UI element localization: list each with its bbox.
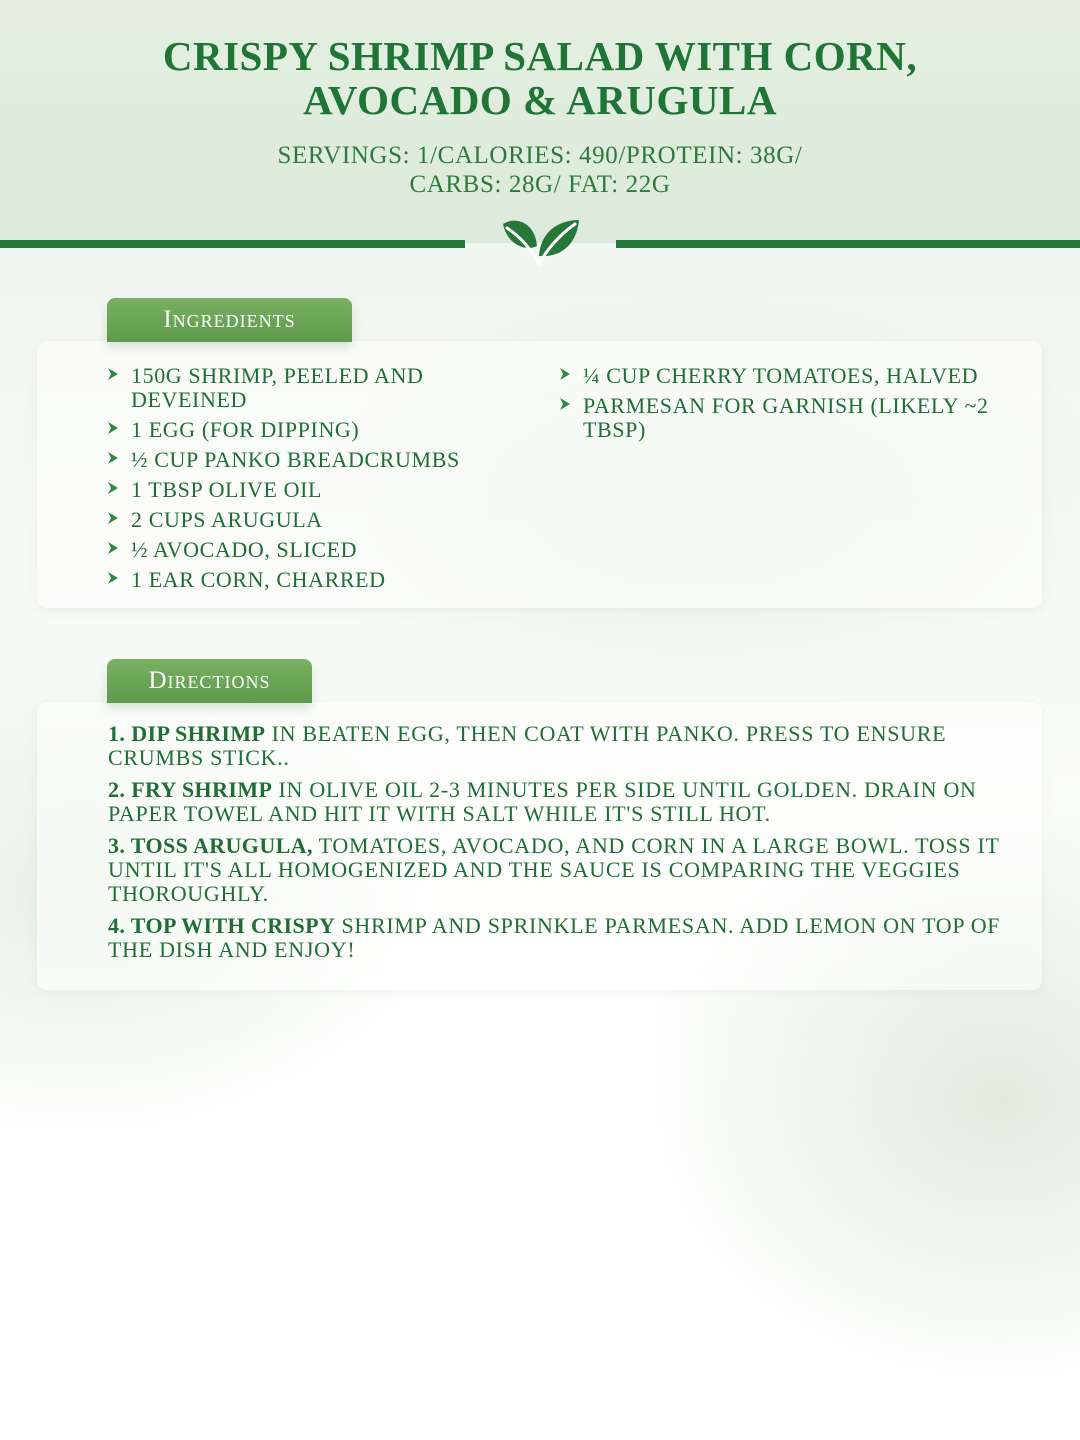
direction-step	[108, 914, 1028, 962]
title-line-1: CRISPY SHRIMP SALAD WITH CORN,	[162, 33, 918, 79]
leaf-icon	[497, 216, 583, 268]
chevron-right-icon	[107, 367, 119, 381]
ingredient-text: 1 TBSP OLIVE OIL	[131, 477, 323, 502]
step-lead: 4. TOP WITH CRISPY	[108, 913, 336, 938]
step-lead: 3. TOSS ARUGULA,	[108, 833, 313, 858]
title-line-2: AVOCADO & ARUGULA	[303, 77, 777, 123]
step-text: IN BEATEN EGG, THEN COAT WITH PANKO. PRESS TO ENSURE CRUMBS STICK..	[108, 721, 947, 770]
ingredient-item	[559, 394, 989, 442]
ingredient-text: ¼ CUP CHERRY TOMATOES, HALVED	[583, 363, 979, 388]
ingredient-item	[107, 538, 487, 562]
direction-step	[108, 722, 1028, 770]
nutrition-summary	[0, 141, 1080, 199]
chevron-right-icon	[107, 451, 119, 465]
ingredient-text: 150G SHRIMP, PEELED AND DEVEINED	[131, 363, 424, 412]
divider-left	[0, 240, 465, 248]
ingredient-text: 1 EGG (FOR DIPPING)	[131, 417, 360, 442]
direction-step	[108, 778, 1028, 826]
chevron-right-icon	[107, 541, 119, 555]
ingredient-text: ½ CUP PANKO BREADCRUMBS	[131, 447, 460, 472]
ingredients-heading: Ingredients	[107, 298, 352, 342]
step-text: TOMATOES, AVOCADO, AND CORN IN A LARGE BOWL. TOSS IT UNTIL IT'S ALL HOMOGENIZED AND THE SAUCE IS COMPARING THE VEGGIES THOROUGHLY.	[108, 833, 1000, 906]
chevron-right-icon	[107, 571, 119, 585]
nutrition-line-2: CARBS: 28G/ FAT: 22G	[409, 171, 671, 198]
step-lead: 1. DIP SHRIMP	[108, 721, 266, 746]
recipe-title	[0, 34, 1080, 122]
ingredient-item	[107, 364, 487, 412]
step-text: SHRIMP AND SPRINKLE PARMESAN. ADD LEMON ON TOP OF THE DISH AND ENJOY!	[108, 913, 1001, 962]
ingredient-text: 2 CUPS ARUGULA	[131, 507, 323, 532]
chevron-right-icon	[559, 367, 571, 381]
ingredient-item	[107, 508, 487, 532]
ingredient-item	[107, 568, 487, 592]
ingredients-list-column-1	[107, 364, 487, 598]
ingredient-item	[107, 418, 487, 442]
nutrition-line-1: SERVINGS: 1/CALORIES: 490/PROTEIN: 38G/	[277, 142, 803, 169]
step-lead: 2. FRY SHRIMP	[108, 777, 273, 802]
ingredient-text: 1 EAR CORN, CHARRED	[131, 567, 386, 592]
ingredients-list-column-2	[559, 364, 989, 448]
chevron-right-icon	[107, 481, 119, 495]
ingredient-item	[559, 364, 989, 388]
chevron-right-icon	[559, 397, 571, 411]
chevron-right-icon	[107, 511, 119, 525]
direction-step	[108, 834, 1028, 906]
ingredient-text: ½ AVOCADO, SLICED	[131, 537, 358, 562]
divider-right	[616, 240, 1080, 248]
ingredient-item	[107, 448, 487, 472]
ingredient-text: PARMESAN FOR GARNISH (LIKELY ~2 TBSP)	[583, 393, 989, 442]
chevron-right-icon	[107, 421, 119, 435]
ingredient-item	[107, 478, 487, 502]
step-text: IN OLIVE OIL 2-3 MINUTES PER SIDE UNTIL GOLDEN. DRAIN ON PAPER TOWEL AND HIT IT WITH SALT WHILE IT'S STILL HOT.	[108, 777, 977, 826]
directions-list	[108, 722, 1028, 970]
directions-heading: Directions	[107, 659, 312, 703]
